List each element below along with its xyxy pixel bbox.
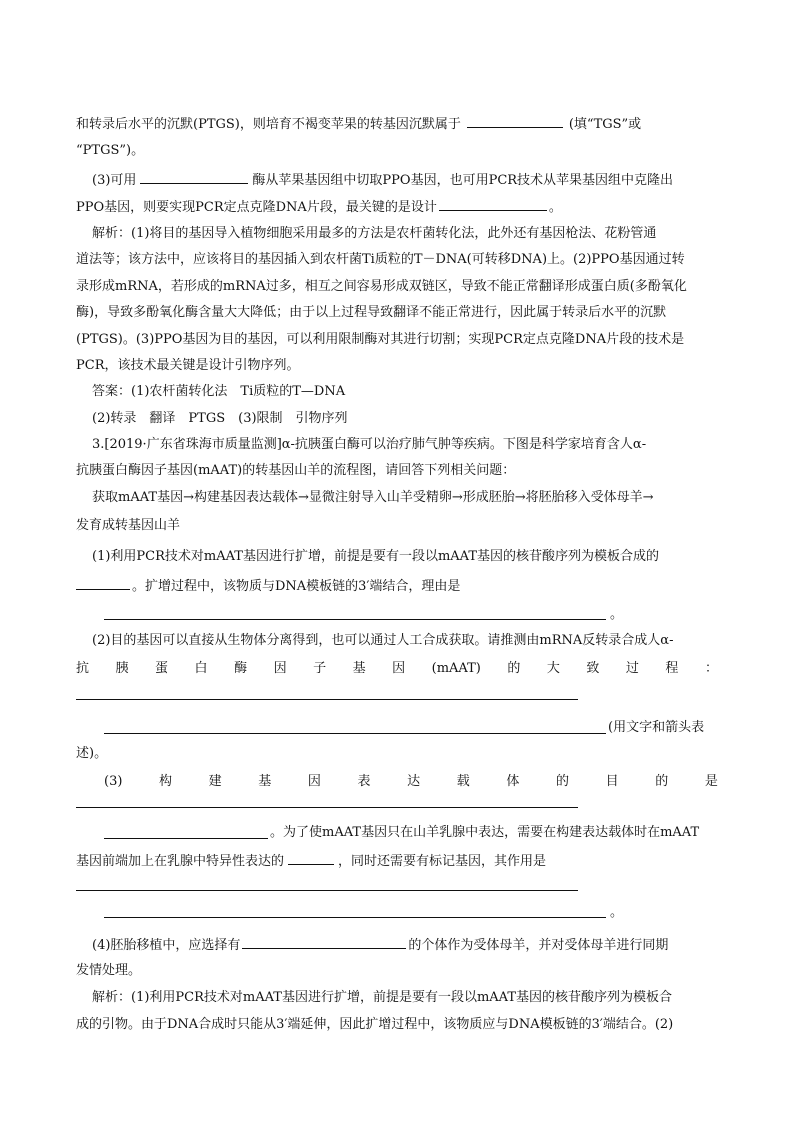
answer-line-rule[interactable] — [76, 699, 578, 700]
text-line — [76, 745, 718, 763]
line-text: 道法等；该方法中，应该将目的基因插入到农杆菌Ti质粒的T－DNA(可转移DNA)上。(2)PPO基因通过转 — [76, 252, 685, 267]
char: 过 — [625, 661, 639, 676]
flow-chart-text: 发育成转基因山羊 — [76, 518, 181, 533]
text-line — [76, 576, 718, 594]
line-text: 。 — [610, 905, 624, 920]
char: 构 — [159, 774, 173, 789]
char: 子 — [313, 661, 327, 676]
line-text: 酶从苹果基因组中切取PPO基因，也可用PCR技术从苹果基因组中克隆出 — [252, 173, 674, 188]
text-line — [76, 517, 718, 535]
char: 胰 — [115, 661, 129, 676]
text-line — [76, 632, 718, 650]
answer-line-rule[interactable] — [104, 733, 606, 734]
question-title: 3.[2019·广东省珠海市质量监测]α-抗胰蛋白酶可以治疗肺气肿等疾病。下图是科学家培育含人α- — [92, 437, 647, 452]
char: 达 — [407, 774, 421, 789]
answer-blank[interactable] — [140, 170, 248, 184]
line-text: “PTGS”)。 — [76, 143, 145, 158]
text-line — [76, 462, 718, 480]
char: 载 — [456, 774, 470, 789]
answer-blank[interactable] — [467, 114, 563, 128]
line-text: PCR，该技术最关键是设计引物序列。 — [76, 358, 300, 373]
answer-line-rule[interactable] — [104, 917, 606, 918]
text-line — [270, 824, 718, 842]
text-line — [76, 357, 718, 375]
char: 目 — [605, 774, 619, 789]
text-line — [76, 331, 718, 349]
char: 大 — [546, 661, 560, 676]
text-line — [76, 383, 718, 401]
line-text: 解析：(1)将目的基因导入植物细胞采用最多的方法是农杆菌转化法，此外还有基因枪法、花粉管通 — [92, 226, 657, 241]
text-line — [76, 489, 718, 507]
line-text: 。 — [610, 607, 624, 622]
answer-line-rule[interactable] — [76, 807, 578, 808]
char: 酶 — [234, 661, 248, 676]
line-text: (3)可用 — [92, 173, 137, 188]
text-line — [76, 548, 718, 566]
line-text: 。 — [548, 200, 562, 215]
char: 基 — [352, 661, 366, 676]
spread-line — [104, 773, 718, 791]
char: 抗 — [76, 661, 90, 676]
line-text: 录形成mRNA，若形成的mRNA过多，相互之间容易形成双链区，导致不能正常翻译形成蛋白质(多酚氧化 — [76, 279, 687, 294]
text-line — [76, 114, 718, 132]
char: 因 — [273, 661, 287, 676]
line-text: 抗胰蛋白酶因子基因(mAAT)的转基因山羊的流程图，请回答下列相关问题： — [76, 463, 516, 478]
line-text: 基因前端加上在乳腺中特异性表达的 — [76, 854, 285, 869]
text-line — [76, 410, 718, 428]
char: 的 — [655, 774, 669, 789]
char: 白 — [194, 661, 208, 676]
text-line — [76, 251, 718, 269]
line-text: 酶)，导致多酚氧化酶含量大大降低；由于以上过程导致翻译不能正常进行，因此属于转录后水平的沉默 — [76, 305, 667, 320]
answer-line-rule[interactable] — [104, 619, 606, 620]
spread-line — [76, 660, 718, 678]
flow-chart-text: 获取mAAT基因→构建基因表达载体→显微注射导入山羊受精卵→形成胚胎→将胚胎移入受体母羊→ — [92, 490, 654, 505]
char: 程 — [665, 661, 679, 676]
char: 体 — [506, 774, 520, 789]
char: (mAAT) — [431, 661, 481, 676]
char: 致 — [586, 661, 600, 676]
text-line — [76, 278, 718, 296]
line-text: ，同时还需要有标记基因，其作用是 — [338, 854, 547, 869]
char: 因 — [307, 774, 321, 789]
char: 的 — [507, 661, 521, 676]
text-line — [76, 989, 718, 1007]
text-line — [76, 170, 718, 188]
line-text: 和转录后水平的沉默(PTGS)，则培育不褐变苹果的转基因沉默属于 — [76, 117, 461, 132]
line-text: 的个体作为受体母羊，并对受体母羊进行同期 — [408, 938, 669, 953]
line-text: (4)胚胎移植中，应选择有 — [92, 938, 241, 953]
char: 因 — [392, 661, 406, 676]
line-text: 成的引物。由于DNA合成时只能从3′端延伸，因此扩增过程中，该物质应与DNA模板链的3′端结合。(2) — [76, 1017, 674, 1032]
line-text: (PTGS)。(3)PPO基因为目的基因，可以利用限制酶对其进行切割；实现PCR定点克隆DNA片段的技术是 — [76, 332, 685, 347]
answer-blank[interactable] — [288, 851, 334, 865]
char: 的 — [556, 774, 570, 789]
char: 基 — [258, 774, 272, 789]
answer-blank[interactable] — [439, 197, 547, 211]
char: 表 — [357, 774, 371, 789]
text-line — [76, 304, 718, 322]
line-text: 发情处理。 — [76, 963, 142, 978]
text-line — [76, 142, 718, 160]
line-text: PPO基因，则要实现PCR定点克隆DNA片段，最关键的是设计 — [76, 200, 437, 215]
answer-blank[interactable] — [242, 935, 406, 949]
char: (3) — [104, 774, 123, 789]
char: 是 — [704, 774, 718, 789]
answer-line-rule[interactable] — [76, 890, 578, 891]
text-line — [76, 1016, 718, 1034]
char: ： — [704, 661, 718, 676]
line-text: 解析：(1)利用PCR技术对mAAT基因进行扩增，前提是要有一段以mAAT基因的核苷酸序列为模板合 — [92, 990, 673, 1005]
text-line — [608, 719, 718, 737]
text-line — [76, 436, 718, 454]
text-line — [76, 962, 718, 980]
answer-line: 答案：(1)农杆菌转化法 Ti质粒的T—DNA — [92, 384, 346, 399]
text-line — [76, 225, 718, 243]
line-text: 述)。 — [76, 746, 108, 761]
answer-line: (2)转录 翻译 PTGS (3)限制 引物序列 — [92, 411, 348, 426]
answer-line-rule[interactable] — [104, 838, 268, 839]
text-line — [76, 851, 718, 869]
char: 建 — [208, 774, 222, 789]
text-line — [610, 904, 640, 922]
line-text: (1)利用PCR技术对mAAT基因进行扩增，前提是要有一段以mAAT基因的核苷酸序列为模板合成的 — [92, 549, 660, 564]
line-text: 。扩增过程中，该物质与DNA模板链的3′端结合，理由是 — [132, 579, 461, 594]
line-text: 。为了使mAAT基因只在山羊乳腺中表达，需要在构建表达载体时在mAAT — [270, 825, 700, 840]
char: 蛋 — [155, 661, 169, 676]
text-line — [610, 606, 640, 624]
answer-blank[interactable] — [76, 576, 130, 590]
line-text: (2)目的基因可以直接从生物体分离得到，也可以通过人工合成获取。请推测由mRNA反转录合成人α- — [92, 633, 674, 648]
line-text: (填“TGS”或 — [568, 117, 642, 132]
line-text: (用文字和箭头表 — [608, 720, 705, 735]
text-line — [76, 197, 718, 215]
text-line — [76, 935, 718, 953]
